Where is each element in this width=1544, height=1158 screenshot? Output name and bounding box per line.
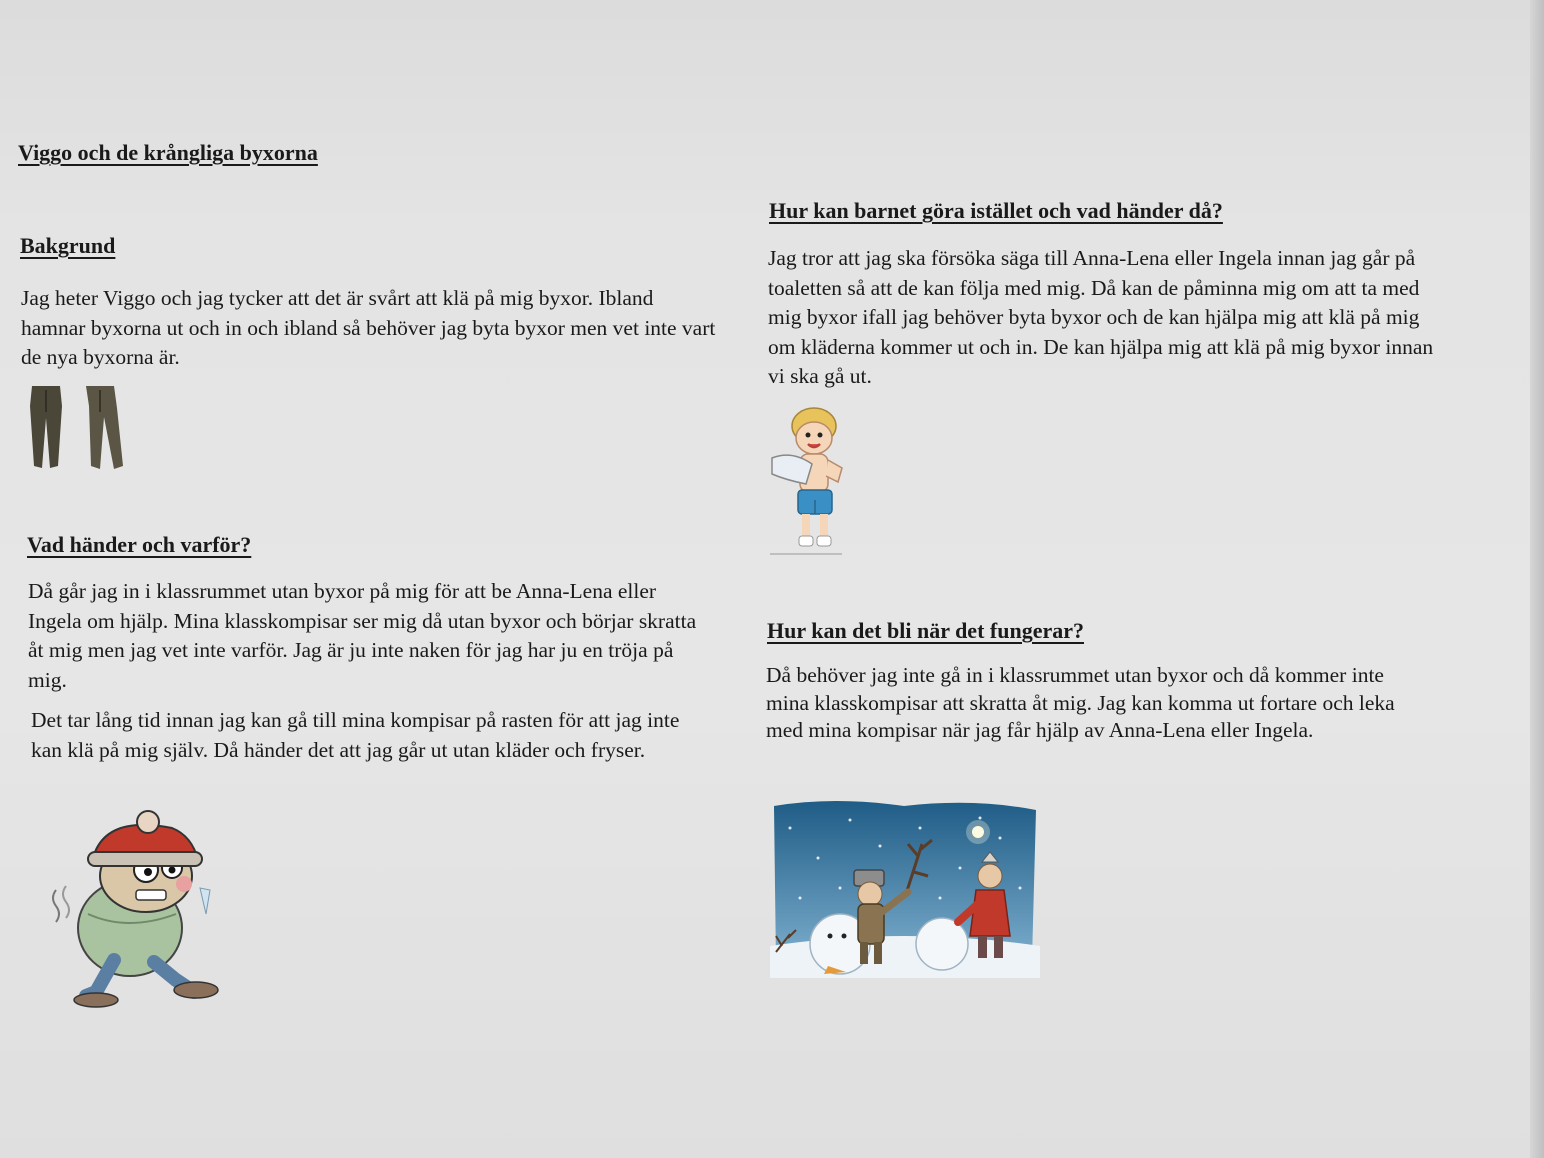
heading-bakgrund: Bakgrund: [20, 233, 116, 258]
monitor-edge: [1530, 0, 1544, 1158]
heading-istallet: Hur kan barnet göra istället och vad händer då?: [769, 198, 1223, 223]
paragraph-vad-hander-1: Då går jag in i klassrummet utan byxor på mig för att be Anna-Lena eller Ingela om hjälp. Mina klasskompisar ser mig då utan byxor och börjar skratta åt mig men jag vet inte varför. Jag är ju inte naken för jag har ju en tröja på mig.: [28, 579, 697, 692]
freezing-child-illustration: [44, 810, 224, 1010]
boy-dressing-illustration: [766, 404, 856, 560]
snowman-winter-illustration: [770, 798, 1040, 978]
paragraph-fungerar: Då behöver jag inte gå in i klassrummet utan byxor och då kommer inte mina klasskompisar att skratta åt mig. Jag kan komma ut fortare och leka med mina kompisar när jag får hjälp av Anna-Lena eller Ingela.: [766, 663, 1395, 742]
document-title: Viggo och de krångliga byxorna: [18, 140, 318, 165]
paragraph-bakgrund: Jag heter Viggo och jag tycker att det är svårt att klä på mig byxor. Ibland hamnar byxorna ut och in och ibland så behöver jag byta byxor men vet inte vart de nya byxorna är.: [21, 286, 716, 369]
trousers-illustration: [24, 382, 134, 474]
paragraph-istallet: Jag tror att jag ska försöka säga till Anna-Lena eller Ingela innan jag går på toaletten så att de kan följa med mig. Då kan de påminna mig om att ta med mig byxor ifall jag behöver byta byxor och de kan hjälpa mig att klä på mig om kläderna kommer ut och in. De kan hjälpa mig att klä på mig byxor innan vi ska gå ut.: [768, 246, 1434, 388]
paragraph-vad-hander-2: Det tar lång tid innan jag kan gå till mina kompisar på rasten för att jag inte kan klä på mig själv. Då händer det att jag går ut utan kläder och fryser.: [31, 708, 680, 762]
heading-vad-hander: Vad händer och varför?: [27, 532, 252, 557]
heading-fungerar: Hur kan det bli när det fungerar?: [767, 618, 1084, 643]
